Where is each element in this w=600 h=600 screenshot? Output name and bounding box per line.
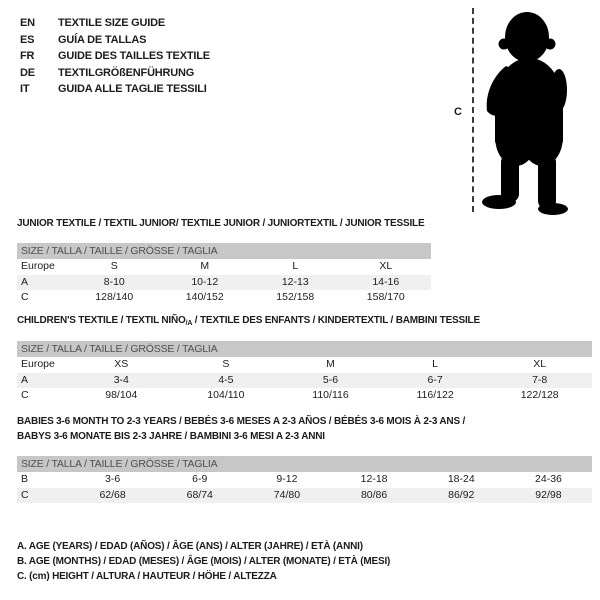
guide-title: TEXTILGRÖßENFÜHRUNG — [58, 66, 195, 79]
size-value-cell: XS — [114, 358, 129, 370]
size-value-cell: 80/86 — [360, 488, 388, 501]
footnote-c: C. (cm) HEIGHT / ALTURA / HAUTEUR / HÖHE / ALTEZZA — [17, 571, 277, 583]
size-value-cell: 68/74 — [186, 488, 213, 501]
height-c-label: C — [454, 106, 462, 118]
guide-title: GUIDE DES TAILLES TEXTILE — [58, 50, 210, 62]
table-title: JUNIOR TEXTILE / TEXTIL JUNIOR/ TEXTILE JUNIOR / JUNIORTEXTIL / JUNIOR TESSILE — [17, 218, 425, 229]
size-header-bar: SIZE / TALLA / TAILLE / GRÖSSE / TAGLIA — [17, 243, 431, 259]
size-header-bar: SIZE / TALLA / TAILLE / GRÖSSE / TAGLIA — [17, 341, 592, 357]
row-label: Europe — [21, 260, 55, 272]
language-code: DE — [20, 66, 35, 79]
size-value-cell: 6-7 — [427, 373, 443, 386]
row-label: Europe — [21, 358, 55, 370]
junior-textile-section — [17, 216, 431, 306]
size-value-cell: 86/92 — [448, 488, 475, 501]
baby-silhouette-icon — [480, 6, 580, 216]
row-label: C — [21, 488, 29, 501]
size-value-cell: 3-4 — [113, 373, 129, 386]
size-value-cell: L — [292, 260, 299, 272]
table-title: CHILDREN'S TEXTILE / TEXTIL $NIÑO_{/A}$ / TEXTILE DES ENFANTS / KINDERTEXTIL / BAMBINI TESSILE — [17, 315, 480, 327]
size-value-cell: 4-5 — [218, 373, 234, 386]
size-value-cell: 7-8 — [532, 373, 548, 386]
row-label: C — [21, 291, 29, 303]
size-value-cell: 158/170 — [366, 291, 405, 303]
baby-height-figure — [448, 4, 596, 218]
table-row — [17, 488, 592, 504]
size-value-cell: 122/128 — [520, 389, 559, 401]
size-table-rows — [17, 472, 592, 503]
size-value-cell: 3-6 — [104, 473, 121, 485]
legend-footnotes — [17, 539, 390, 585]
size-value-cell: 9-12 — [276, 473, 298, 485]
size-value-cell: 10-12 — [191, 275, 219, 288]
table-row — [17, 357, 592, 373]
size-value-cell: 8-10 — [103, 275, 125, 288]
size-value-cell: 116/122 — [416, 389, 454, 401]
table-row — [17, 275, 431, 291]
table-row — [17, 259, 431, 275]
language-row — [20, 65, 210, 82]
table-row — [17, 388, 592, 404]
size-value-cell: 104/110 — [207, 389, 245, 401]
row-label: A — [21, 373, 29, 386]
size-value-cell: 74/80 — [273, 488, 301, 501]
childrens-textile-section — [17, 313, 592, 404]
size-value-cell: 12-18 — [360, 473, 388, 485]
size-value-cell: 152/158 — [276, 291, 315, 303]
size-value-cell: 6-9 — [192, 473, 208, 485]
size-value-cell: 5-6 — [322, 373, 339, 386]
size-value-cell: 92/98 — [535, 488, 562, 501]
footnote-b: B. AGE (MONTHS) / EDAD (MESES) / ÂGE (MOIS) / ALTER (MONATE) / ETÀ (MESI) — [17, 556, 391, 568]
nino-a-subscript: /A — [185, 320, 193, 327]
size-value-cell: 140/152 — [185, 291, 224, 303]
size-value-cell: 14-16 — [372, 275, 400, 288]
row-label: B — [21, 473, 29, 485]
size-value-cell: S — [222, 358, 230, 370]
language-code: FR — [20, 50, 35, 62]
row-label: C — [21, 389, 29, 401]
guide-title: TEXTILE SIZE GUIDE — [58, 17, 166, 29]
language-row — [20, 32, 210, 49]
babies-textile-section — [17, 414, 592, 503]
size-value-cell: L — [432, 358, 438, 370]
language-code: EN — [20, 17, 35, 29]
size-value-cell: 128/140 — [95, 291, 134, 303]
size-value-cell: M — [326, 358, 335, 370]
table-row — [17, 290, 431, 306]
size-value-cell: 24-36 — [535, 473, 562, 485]
language-row — [20, 48, 210, 65]
language-code: ES — [20, 33, 35, 46]
table-title-line1: BABIES 3-6 MONTH TO 2-3 YEARS / BEBÉS 3-6 MESES A 2-3 AÑOS / BÉBÉS 3-6 MOIS À 2-3 ANS / — [17, 416, 466, 427]
language-title-list — [20, 15, 210, 98]
size-header-bar: SIZE / TALLA / TAILLE / GRÖSSE / TAGLIA — [17, 456, 592, 472]
size-value-cell: 62/68 — [99, 488, 126, 501]
size-table-rows — [17, 357, 592, 404]
table-row — [17, 472, 592, 488]
size-value-cell: XL — [379, 260, 393, 272]
table-row — [17, 373, 592, 389]
size-value-cell: 110/116 — [312, 389, 349, 401]
size-value-cell: 12-13 — [281, 275, 309, 288]
size-value-cell: 18-24 — [447, 473, 475, 485]
guide-title: GUIDA ALLE TAGLIE TESSILI — [58, 83, 207, 95]
size-value-cell: S — [110, 260, 118, 272]
size-value-cell: XL — [533, 358, 547, 370]
table-title-line2: BABYS 3-6 MONATE BIS 2-3 JAHRE / BAMBINI 3-6 MESI A 2-3 ANNI — [17, 431, 325, 442]
size-value-cell: M — [200, 260, 210, 272]
guide-title: GUÍA DE TALLAS — [58, 33, 147, 46]
footnote-a: A. AGE (YEARS) / EDAD (AÑOS) / ÂGE (ANS) / ALTER (JAHRE) / ETÀ (ANNI) — [17, 541, 363, 552]
language-row — [20, 81, 210, 98]
table-title — [17, 414, 592, 444]
size-value-cell: 98/104 — [105, 389, 138, 401]
language-code: IT — [20, 83, 30, 95]
height-measure-dashed-line — [472, 8, 474, 212]
row-label: A — [21, 275, 29, 288]
language-row — [20, 15, 210, 32]
size-table-rows — [17, 259, 431, 306]
